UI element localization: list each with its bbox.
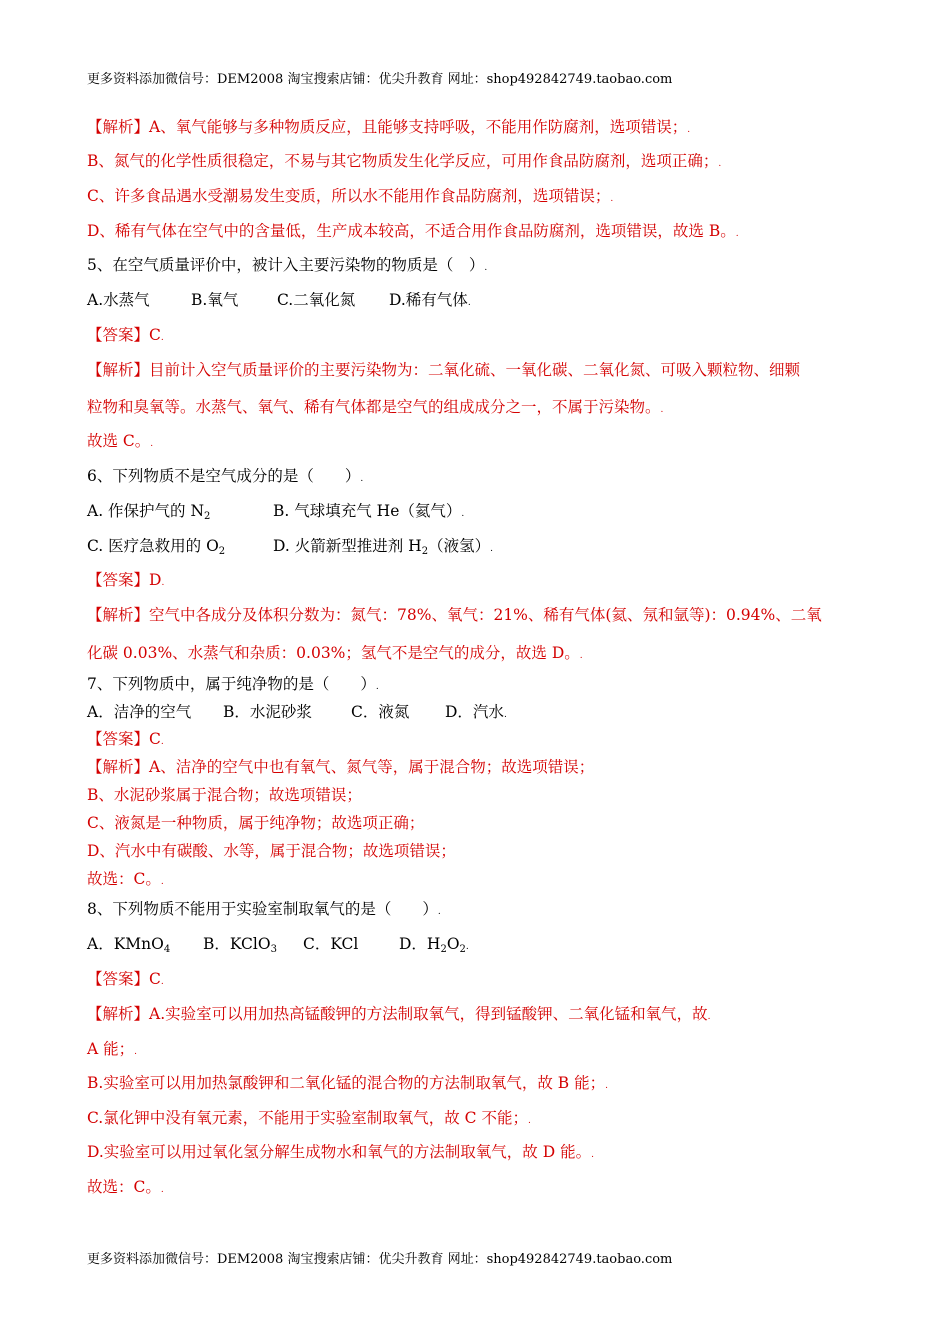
q6-options-row2 [87,536,493,559]
q4-analysis-d: D、稀有气体在空气中的含量低，生产成本较高，不适合用作食品防腐剂，选项错误，故选 B。. [87,222,739,240]
q4-analysis-a: 【解析】A、氧气能够与多种物质反应，且能够支持呼吸，不能用作防腐剂，选项错误；. [87,118,691,136]
q7-option-a: A．洁净的空气 [87,703,192,721]
q5-analysis-line1: 【解析】目前计入空气质量评价的主要污染物为：二氧化硫、一氧化碳、二氧化氮、可吸入颗粒物、细颗 [87,361,801,379]
q6-stem: 6、下列物质不是空气成分的是（ ）. [87,467,364,485]
q8-analysis-a-line1: 【解析】A.实验室可以用加热高锰酸钾的方法制取氧气，得到锰酸钾、二氧化锰和氧气，故. [87,1005,711,1023]
q4-analysis-b: B、氮气的化学性质很稳定，不易与其它物质发生化学反应，可用作食品防腐剂，选项正确；. [87,152,722,170]
q5-option-c: C.二氧化氮 [277,291,356,309]
q6-option-c: C. 医疗急救用的 $O_2$ [87,537,226,557]
q6-analysis-line1: 【解析】空气中各成分及体积分数为：氮气：78%、氧气：21%、稀有气体(氦、氖和氩等)：0.94%、二氧 [87,606,822,624]
q5-options [87,290,471,313]
q6-option-a: A. 作保护气的 $N_2$ [87,502,211,522]
q8-stem: 8、下列物质不能用于实验室制取氧气的是（ ）. [87,900,441,918]
q5-stem: 5、在空气质量评价中，被计入主要污染物的物质是（ ）. [87,256,488,274]
q8-option-b: B．KClO$_3$ [203,935,277,955]
q6-options-row1 [87,501,464,524]
page-header: 更多资料添加微信号：DEM2008 淘宝搜索店铺：优尖升教育 网址：shop492842749.taobao.com [87,72,673,87]
q7-option-d: D．汽水. [445,703,507,721]
q5-option-b: B.氧气 [191,291,239,309]
q5-option-d: D.稀有气体. [389,291,471,309]
q8-answer: 【答案】C. [87,970,164,988]
q8-options [87,934,469,957]
page-footer: 更多资料添加微信号：DEM2008 淘宝搜索店铺：优尖升教育 网址：shop492842749.taobao.com [87,1252,673,1267]
q8-analysis-d: D.实验室可以用过氧化氢分解生成物水和氧气的方法制取氧气，故 D 能。. [87,1143,594,1161]
q7-option-c: C．液氮 [351,703,410,721]
q7-option-b: B．水泥砂浆 [223,703,312,721]
q7-analysis-d: D、汽水中有碳酸、水等，属于混合物；故选项错误； [87,842,456,860]
q8-option-c: C．KCl [303,935,359,953]
q8-option-d: D．$H_2O_2$. [399,935,469,955]
q8-option-a: A．KMnO$_4$ [87,935,171,955]
q7-answer: 【答案】C. [87,730,164,748]
q7-stem: 7、下列物质中，属于纯净物的是（ ）. [87,675,379,693]
q7-analysis-a: 【解析】A、洁净的空气中也有氧气、氮气等，属于混合物；故选项错误； [87,758,595,776]
q8-analysis-c: C.氯化钾中没有氧元素，不能用于实验室制取氧气，故 C 不能；. [87,1109,531,1127]
q5-conclusion: 故选 C。. [87,432,154,450]
q8-conclusion: 故选：C。. [87,1178,164,1196]
q7-conclusion: 故选：C。. [87,870,164,888]
q6-analysis-line2: 化碳 0.03%、水蒸气和杂质：0.03%；氢气不是空气的成分，故选 D。. [87,644,583,662]
q7-analysis-c: C、液氮是一种物质，属于纯净物；故选项正确； [87,814,425,832]
q8-analysis-b: B.实验室可以用加热氯酸钾和二氧化锰的混合物的方法制取氧气，故 B 能；. [87,1074,608,1092]
q5-option-a: A.水蒸气 [87,291,150,309]
q5-answer: 【答案】C. [87,326,164,344]
q7-options [87,702,507,725]
q8-analysis-a-line2: A 能；. [87,1040,137,1058]
q7-analysis-b: B、水泥砂浆属于混合物；故选项错误； [87,786,362,804]
q6-answer: 【答案】D. [87,571,165,589]
q5-analysis-line2: 粒物和臭氧等。水蒸气、氧气、稀有气体都是空气的组成成分之一，不属于污染物。. [87,398,664,416]
q6-option-d: D. 火箭新型推进剂 $H_2$（液氢）. [273,537,493,557]
q4-analysis-c: C、许多食品遇水受潮易发生变质，所以水不能用作食品防腐剂，选项错误；. [87,187,614,205]
q6-option-b: B. 气球填充气 He（氦气）. [273,502,465,520]
